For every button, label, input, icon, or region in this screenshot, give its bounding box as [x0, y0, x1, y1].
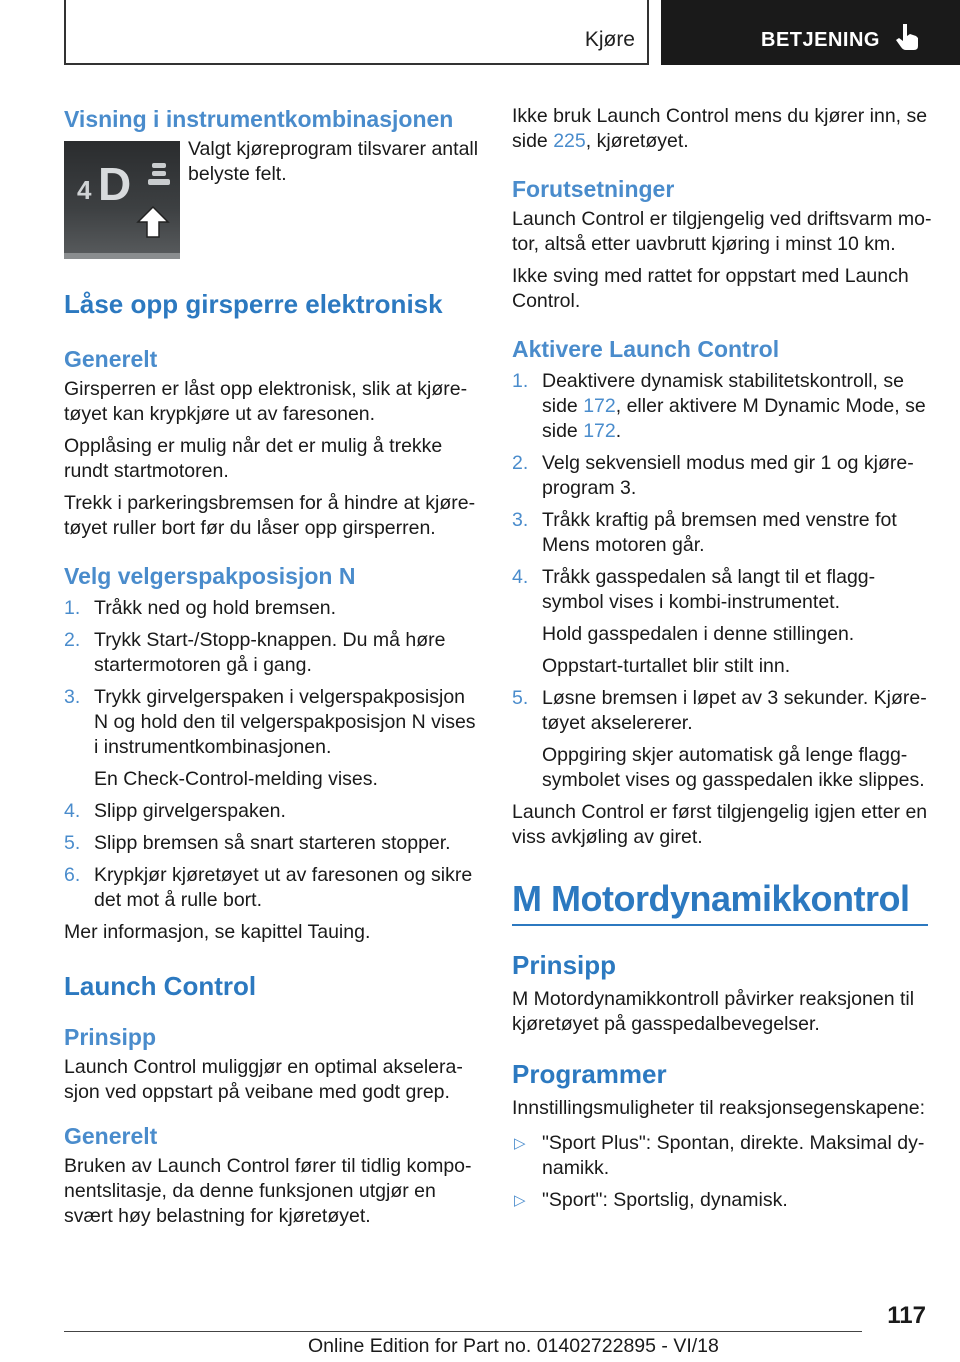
step3-sub: En Check-Control-melding vises. — [94, 768, 378, 790]
page-number: 117 — [887, 1302, 926, 1329]
header-chapter-tab — [661, 0, 960, 65]
general-p3: Trekk i parkeringsbremsen for å hindre at kjøre-tøyet ruller bort før du låser opp girsperren. — [64, 492, 476, 539]
list-item: 4. Tråkk gasspedalen så langt til et flagg-symbol vises i kombi-instrumentet. — [512, 566, 876, 613]
right-column — [512, 100, 932, 1220]
activate-title: Aktivere Launch Control — [512, 336, 780, 362]
list-item: 2. Velg sekvensiell modus med gir 1 og kjøre-program 3. — [512, 452, 914, 499]
mdk-underline — [512, 924, 928, 926]
step4-sub2: Oppstart-turtallet blir stilt inn. — [542, 655, 791, 677]
header-section-tab — [64, 0, 649, 65]
list-item: ▷ "Sport": Sportslig, dynamisk. — [514, 1189, 788, 1211]
select-steps — [64, 596, 484, 913]
prinsipp-title: Prinsipp — [512, 950, 617, 980]
hand-pointer-icon — [894, 22, 922, 52]
display-gear: 4 — [77, 175, 92, 205]
prereq-p1: Launch Control er tilgjengelig ved driftsvarm mo-tor, altså etter uavbrutt kjøring i minst 10 km. — [512, 208, 932, 255]
general2-title: Generelt — [64, 1123, 158, 1149]
activate-steps — [512, 369, 932, 793]
triangle-bullet-icon: ▷ — [514, 1192, 526, 1209]
unlock-title: Låse opp girsperre elektronisk — [64, 289, 443, 319]
footer-edition: Online Edition for Part no. 01402722895 - VI/18 — [308, 1335, 719, 1357]
programs-title: Programmer — [512, 1059, 667, 1089]
list-item: 5. Slipp bremsen så snart starteren stopper. — [64, 832, 451, 854]
list-item: 5. Løsne bremsen i løpet av 3 sekunder. Kjøre-tøyet akselererer. — [512, 687, 927, 734]
principle-text: Launch Control muliggjør en optimal akselera-sjon ved oppstart på veibane med godt grep. — [64, 1056, 463, 1103]
prereq-p2: Ikke sving med rattet for oppstart med Launch Control. — [512, 265, 909, 312]
display-text: Valgt kjøreprogram tilsvarer antall belyste felt. — [188, 138, 479, 185]
programs-list — [512, 1131, 932, 1213]
list-item: ▷ "Sport Plus": Spontan, direkte. Maksimal dy-namikk. — [514, 1132, 925, 1179]
list-item: 1. Deaktivere dynamisk stabilitetskontroll, se side 172, eller aktivere M Dynamic Mode, se side 172. — [512, 370, 926, 442]
display-title: Visning i instrumentkombinasjonen — [64, 106, 454, 132]
prereq-title: Forutsetninger — [512, 176, 675, 202]
launch-title: Launch Control — [64, 971, 257, 1001]
display-mode: D — [98, 158, 132, 210]
footer-divider — [64, 1331, 862, 1332]
step5-sub: Oppgiring skjer automatisk gå lenge flagg-symbolet vises og gasspedalen ikke slippes. — [542, 744, 925, 791]
list-item: 2. Trykk Start-/Stopp-knappen. Du må høre startermotoren gå i gang. — [64, 629, 446, 676]
display-block — [64, 138, 484, 259]
page-link[interactable]: 225 — [553, 130, 586, 152]
general-p2: Opplåsing er mulig når det er mulig å trekke rundt startmotoren. — [64, 435, 443, 482]
general2-text: Bruken av Launch Control fører til tidlig kompo-nentslitasje, da denne funksjonen utgjør en svært høy belastning for kjøretøyet. — [64, 1155, 472, 1227]
left-column — [64, 100, 484, 1229]
select-title: Velg velgerspakposisjon N — [64, 563, 356, 589]
page-link[interactable]: 172 — [583, 395, 616, 417]
list-item: 3. Tråkk kraftig på bremsen med venstre fot Mens motoren går. — [512, 509, 897, 556]
programs-text: Innstillingsmuligheter til reaksjonsegenskapene: — [512, 1097, 925, 1119]
header-section-label: Kjøre — [584, 28, 635, 51]
page-link[interactable]: 172 — [583, 420, 616, 442]
prinsipp-text: M Motordynamikkontroll påvirker reaksjonen til kjøretøyet på gasspedalbevegelser. — [512, 988, 915, 1035]
list-item: 6. Krypkjør kjøretøyet ut av faresonen og sikre det mot å rulle bort. — [64, 864, 473, 911]
seat-icon — [148, 159, 174, 193]
instrument-display-image — [64, 141, 180, 259]
intro-text: Ikke bruk Launch Control mens du kjører inn, se side 225, kjøretøyet. — [512, 105, 928, 152]
mdk-title: M Motordynamikkontrol — [512, 878, 910, 919]
arrow-up-icon — [136, 205, 170, 239]
after-text: Launch Control er først tilgjengelig igjen etter en viss avkjøling av giret. — [512, 801, 928, 848]
more-info: Mer informasjon, se kapittel Tauing. — [64, 921, 371, 943]
step4-sub1: Hold gasspedalen i denne stillingen. — [542, 623, 855, 645]
general-p1: Girsperren er låst opp elektronisk, slik at kjøre-tøyet kan krypkjøre ut av faresonen. — [64, 378, 468, 425]
principle-title: Prinsipp — [64, 1024, 157, 1050]
general-title: Generelt — [64, 346, 158, 372]
list-item: 1. Tråkk ned og hold bremsen. — [64, 597, 337, 619]
header-chapter-label: BETJENING — [761, 29, 880, 51]
triangle-bullet-icon: ▷ — [514, 1135, 526, 1152]
list-item: 4. Slipp girvelgerspaken. — [64, 800, 286, 822]
list-item: 3. Trykk girvelgerspaken i velgerspakposisjon N og hold den til velgerspakposisjon N vises i instrumentkombinasjonen. — [64, 686, 476, 758]
